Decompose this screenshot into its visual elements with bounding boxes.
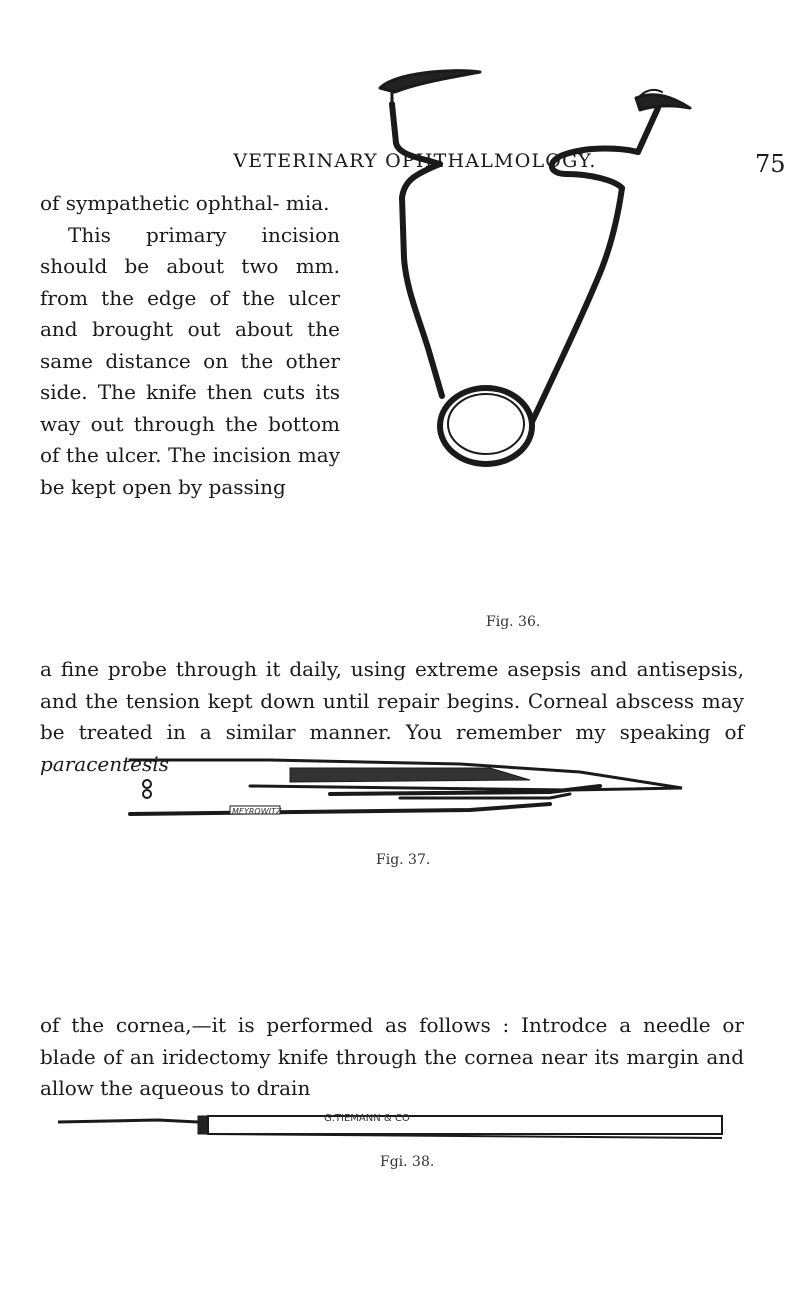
figure-38-caption: Fgi. 38. [380,1154,435,1170]
figure-37-maker-stamp: MEYROWITZ [232,807,282,816]
text-column-wide-bottom [40,1010,744,1105]
text-column-narrow [40,188,340,503]
page-number: 75 [755,150,786,178]
figure-36-caption: Fig. 36. [486,614,541,630]
paragraph-sympathetic: of sympathetic ophthal- mia. [40,191,330,215]
paragraph-probe-text: a fine probe through it daily, using extreme asepsis and antisepsis, and the tension kept down until repair begins. Corneal abscess may be treated in a similar manner. You remember my speaking of [40,657,744,744]
italic-term-paracentesis: paracentesis [40,751,169,776]
figure-37-caption: Fig. 37. [376,852,431,868]
figure-36-speculum [340,48,720,608]
paragraph-cornea: of the cornea,—it is performed as follows : Introdce a needle or blade of an iridectomy knife through the cornea near its margin and allow the aqueous to drain [40,1013,744,1100]
figure-38-maker-stamp: G.TIEMANN & CO [324,1113,410,1124]
running-header-title: VETERINARY OPHTHALMOLOGY. [233,150,597,172]
figure-37-knife [130,750,690,825]
paragraph-primary-incision: This primary incision should be about two mm. from the edge of the ulcer and brought out about the same distance on the other side. The knife then cuts its way out through the bottom of the ulcer. The incision may be kept open by passing [40,222,340,499]
